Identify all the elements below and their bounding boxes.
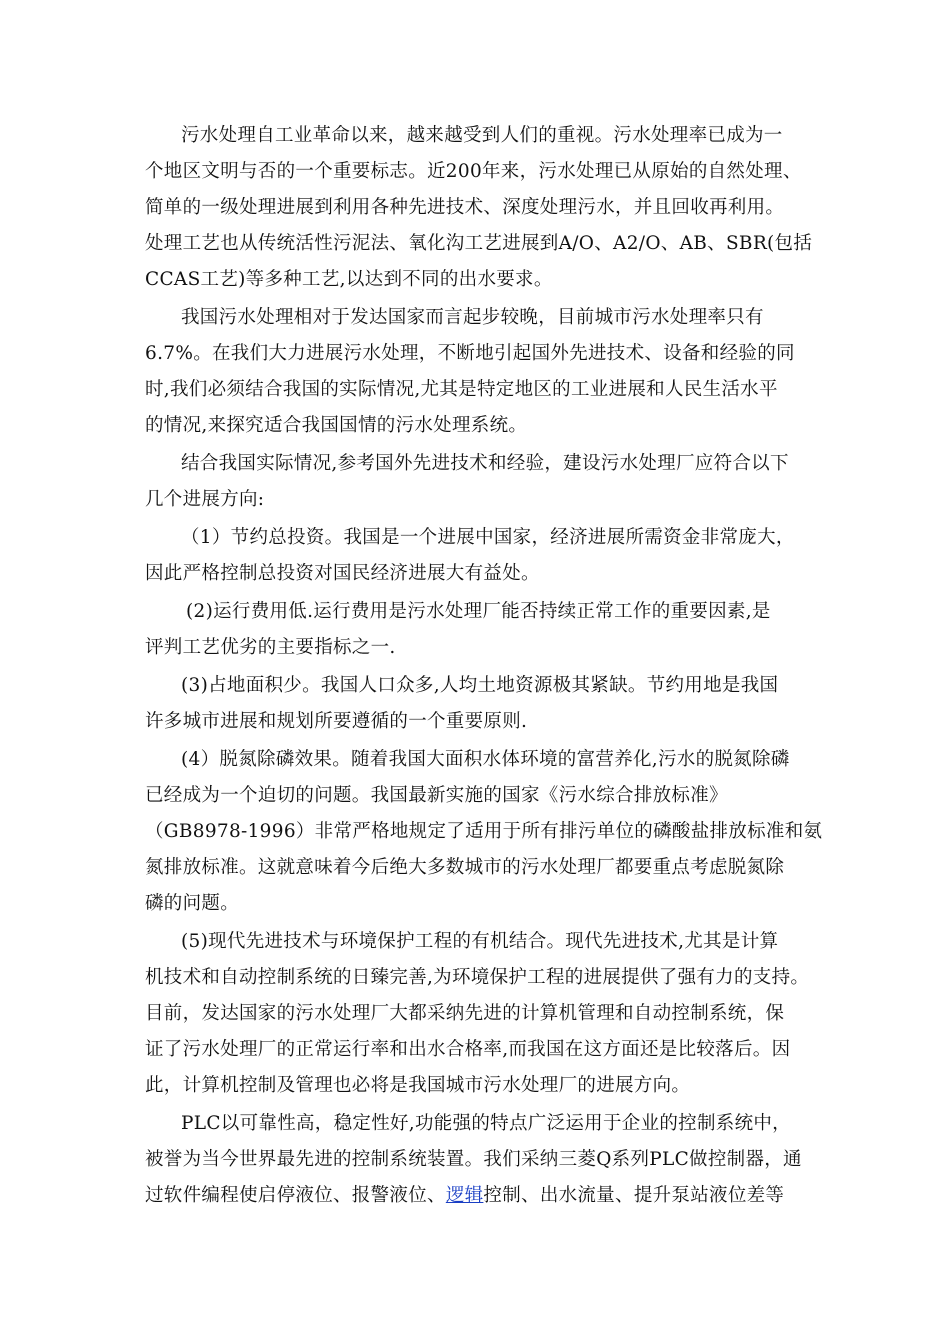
paragraph-line: 我国污水处理相对于发达国家而言起步较晚，目前城市污水处理率只有 bbox=[181, 307, 764, 328]
paragraph-line: 时,我们必须结合我国的实际情况,尤其是特定地区的工业进展和人民生活水平 bbox=[145, 379, 778, 400]
paragraph-line: 处理工艺也从传统活性污泥法、氧化沟工艺进展到A/O、A2/O、AB、SBR(包括 bbox=[145, 233, 813, 254]
paragraph-line: 结合我国实际情况,参考国外先进技术和经验，建设污水处理厂应符合以下 bbox=[181, 453, 789, 474]
list-item-line: （GB8978-1996）非常严格地规定了适用于所有排污单位的磷酸盐排放标准和氨 bbox=[145, 821, 823, 842]
list-item-line: 许多城市进展和规划所要遵循的一个重要原则. bbox=[145, 711, 528, 732]
list-item-line: 因此严格控制总投资对国民经济进展大有益处。 bbox=[145, 563, 540, 584]
list-item-line: (2)运行费用低.运行费用是污水处理厂能否持续正常工作的重要因素,是 bbox=[186, 601, 771, 622]
list-item-line: 证了污水处理厂的正常运行率和出水合格率,而我国在这方面还是比较落后。因 bbox=[145, 1039, 791, 1060]
list-item-line: 评判工艺优劣的主要指标之一. bbox=[145, 637, 396, 658]
paragraph-line bbox=[145, 1184, 784, 1208]
list-item-line: (5)现代先进技术与环境保护工程的有机结合。现代先进技术,尤其是计算 bbox=[181, 931, 779, 952]
list-item-line: 此，计算机控制及管理也必将是我国城市污水处理厂的进展方向。 bbox=[145, 1075, 691, 1096]
paragraph-line: 的情况,来探究适合我国国情的污水处理系统。 bbox=[145, 415, 528, 436]
paragraph-line: 个地区文明与否的一个重要标志。近200年来，污水处理已从原始的自然处理、 bbox=[145, 161, 802, 182]
paragraph-line: 简单的一级处理进展到利用各种先进技术、深度处理污水，并且回收再利用。 bbox=[145, 197, 785, 218]
paragraph-line: 被誉为当今世界最先进的控制系统装置。我们采纳三菱Q系列PLC做控制器，通 bbox=[145, 1149, 802, 1170]
list-item-line: 目前，发达国家的污水处理厂大都采纳先进的计算机管理和自动控制系统，保 bbox=[145, 1003, 785, 1024]
list-item-line: （1）节约总投资。我国是一个进展中国家，经济进展所需资金非常庞大， bbox=[181, 527, 795, 548]
paragraph-line: 6.7%。在我们大力进展污水处理，不断地引起国外先进技术、设备和经验的同 bbox=[145, 343, 795, 364]
paragraph-line: PLC以可靠性高，稳定性好,功能强的特点广泛运用于企业的控制系统中， bbox=[181, 1113, 791, 1134]
list-item-line: (3)占地面积少。我国人口众多,人均土地资源极其紧缺。节约用地是我国 bbox=[181, 675, 779, 696]
paragraph-line: CCAS工艺)等多种工艺,以达到不同的出水要求。 bbox=[145, 269, 553, 290]
logic-link[interactable]: 逻辑 bbox=[445, 1185, 484, 1206]
paragraph-line: 几个进展方向: bbox=[145, 489, 265, 510]
list-item-line: 氮排放标准。这就意味着今后绝大多数城市的污水处理厂都要重点考虑脱氮除 bbox=[145, 857, 785, 878]
list-item-line: 磷的问题。 bbox=[145, 893, 240, 914]
list-item-line: 机技术和自动控制系统的日臻完善,为环境保护工程的进展提供了强有力的支持。 bbox=[145, 967, 810, 988]
paragraph-line: 污水处理自工业革命以来，越来越受到人们的重视。污水处理率已成为一 bbox=[181, 125, 783, 146]
text-segment: 过软件编程使启停液位、报警液位、 bbox=[145, 1185, 446, 1206]
list-item-line: 已经成为一个迫切的问题。我国最新实施的国家《污水综合排放标准》 bbox=[145, 785, 728, 806]
list-item-line: (4）脱氮除磷效果。随着我国大面积水体环境的富营养化,污水的脱氮除磷 bbox=[181, 749, 790, 770]
text-segment: 控制、出水流量、提升泵站液位差等 bbox=[483, 1185, 785, 1206]
